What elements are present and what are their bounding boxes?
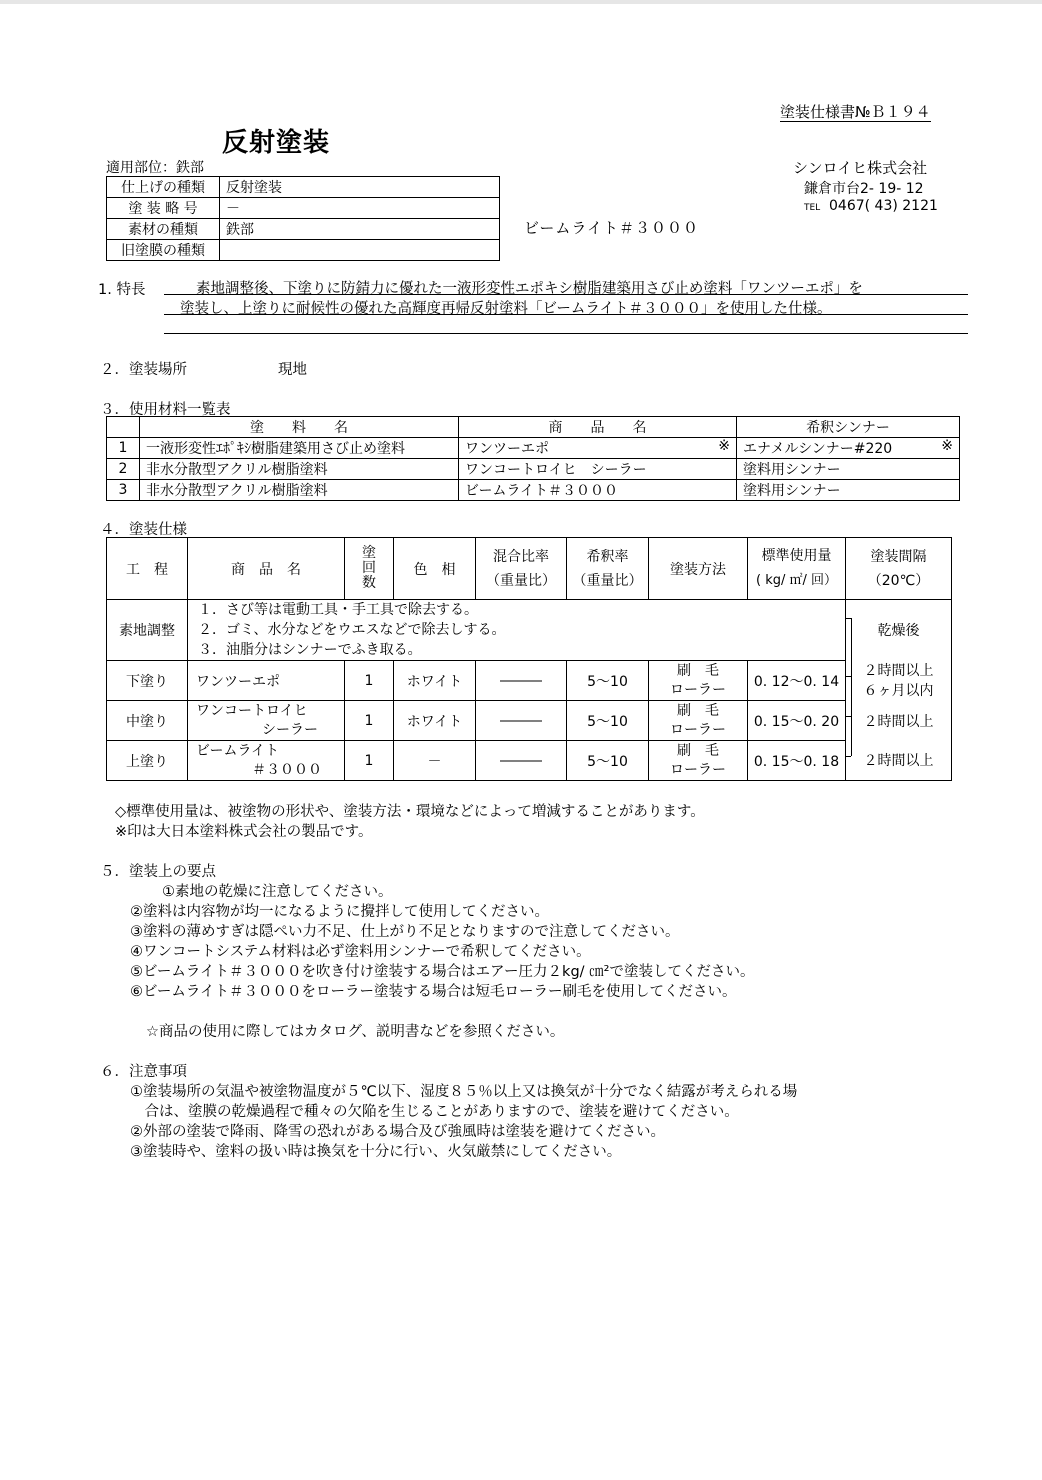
interval-bracket	[845, 618, 852, 756]
materials-header: 希釈シンナー	[737, 417, 960, 438]
info-value	[220, 240, 500, 261]
paint-name: 非水分散型アクリル樹脂塗料	[140, 480, 459, 501]
page-title: 反射塗装	[222, 128, 331, 158]
header-dilution	[567, 538, 649, 600]
product-line2: ＃３０００	[252, 761, 322, 778]
info-value: －	[220, 198, 500, 219]
coats-cell: 1	[345, 661, 394, 701]
section5-star-note: ☆商品の使用に際してはカタログ、説明書などを参照ください。	[146, 1024, 565, 1040]
method-line2: ローラー	[670, 721, 726, 738]
product-cell	[459, 480, 737, 501]
product-line2: シーラー	[262, 721, 318, 738]
header-usage-2: ( kg/ ㎡/ 回）	[755, 573, 837, 588]
product-cell	[459, 459, 737, 480]
method-line2: ローラー	[670, 681, 726, 698]
prep-step: ３．油脂分はシンナーでふき取る。	[198, 642, 422, 658]
table-row	[107, 741, 952, 781]
process-cell: 上塗り	[107, 741, 188, 781]
section3-label: ３．使用材料一覧表	[100, 402, 231, 418]
thinner-cell	[737, 480, 960, 501]
coats-cell: 1	[345, 741, 394, 781]
section2-label: ２．塗装場所	[100, 362, 187, 378]
section1-underline	[164, 294, 968, 295]
materials-table	[106, 416, 960, 501]
section6-item: ③塗装時や、塗料の扱い時は換気を十分に行い、火気厳禁にしてください。	[130, 1144, 622, 1160]
prep-step: １．さび等は電動工具・手工具で除去する。	[198, 602, 478, 618]
product-line1: ワンコートロイヒ	[196, 702, 308, 719]
header-dilution-2: （重量比）	[572, 572, 643, 589]
section5-item: ②塗料は内容物が均一になるように攪拌して使用してください。	[130, 904, 549, 920]
process-cell: 中塗り	[107, 701, 188, 741]
info-label: 素材の種類	[107, 219, 220, 240]
info-value: 反射塗装	[220, 177, 500, 198]
header-interval	[846, 538, 952, 600]
interval-line1: ２時間以上	[863, 662, 934, 679]
company-tel: 0467( 43) 2121	[829, 198, 938, 214]
usage-cell: 0. 15～0. 20	[748, 701, 846, 741]
header-mix-1: 混合比率	[493, 548, 549, 565]
header-coats	[345, 538, 394, 600]
color-cell: －	[394, 741, 476, 781]
header-product: 商 品 名	[188, 538, 345, 600]
info-label: 仕上げの種類	[107, 177, 220, 198]
section6-item: 合は、塗膜の乾燥過程で種々の欠陥を生じることがありますので、塗装を避けてください。	[130, 1104, 739, 1120]
product-name: ビームライト＃３０００	[524, 219, 699, 237]
section5-item: ⑥ビームライト＃３０００をローラー塗装する場合は短毛ローラー刷毛を使用してください。	[130, 984, 737, 1000]
applied-part: 適用部位：鉄部	[106, 160, 204, 176]
section1-line2: 塗装し、上塗りに耐候性の優れた高輝度再帰反射塗料「ビームライト＃３０００」を使用した仕様。	[180, 301, 832, 317]
section1-underline	[164, 314, 968, 315]
paint-name: 非水分散型アクリル樹脂塗料	[140, 459, 459, 480]
section1-underline	[164, 333, 968, 334]
interval-cell: ２時間以上	[846, 701, 952, 741]
dilution-cell: 5～10	[567, 701, 649, 741]
prep-process: 素地調整	[107, 600, 188, 661]
prep-row	[107, 600, 952, 661]
mix-cell: ―――	[476, 741, 567, 781]
company-name: シンロイヒ株式会社	[793, 159, 928, 177]
info-row	[107, 198, 500, 219]
table-row	[107, 701, 952, 741]
materials-header: 商 品 名	[459, 417, 737, 438]
interval-cell: ２時間以上	[846, 741, 952, 781]
header-coats-char: 塗	[362, 545, 376, 561]
header-coats-char: 回	[362, 560, 376, 576]
header-usage	[748, 538, 846, 600]
thinner-cell	[737, 459, 960, 480]
product-name: ワンコートロイヒ シーラー	[465, 462, 647, 478]
dnt-mark: ※	[941, 438, 953, 454]
spec-note: ◇標準使用量は、被塗物の形状や、塗装方法・環境などによって増減することがあります。	[115, 804, 705, 820]
info-label: 旧塗膜の種類	[107, 240, 220, 261]
info-label: 塗 装 略 号	[107, 198, 220, 219]
method-line1: 刷 毛	[677, 702, 719, 719]
prep-interval: 乾燥後	[846, 600, 952, 661]
company-address: 鎌倉市台2- 19- 12	[804, 181, 924, 197]
interval-tick	[845, 676, 851, 677]
dnt-mark: ※	[718, 438, 730, 454]
thinner-name: 塗料用シンナー	[743, 483, 841, 499]
method-cell	[649, 701, 748, 741]
product-cell	[188, 661, 345, 701]
header-interval-2: （20℃）	[867, 572, 930, 589]
spec-note: ※印は大日本塗料株式会社の製品です。	[115, 824, 373, 840]
product-cell	[188, 741, 345, 781]
section2-value: 現地	[278, 362, 307, 378]
section5-label: ５．塗装上の要点	[100, 864, 216, 880]
header-mix-2: （重量比）	[486, 572, 556, 589]
materials-header-row	[107, 417, 960, 438]
method-cell	[649, 661, 748, 701]
header-usage-1: 標準使用量	[761, 548, 832, 564]
thinner-cell	[737, 438, 960, 459]
header-interval-1: 塗装間隔	[870, 548, 927, 565]
header-coats-char: 数	[362, 575, 376, 591]
product-cell	[188, 701, 345, 741]
spec-header-row	[107, 538, 952, 600]
product-cell	[459, 438, 737, 459]
header-dilution-1: 希釈率	[586, 548, 629, 565]
header-color: 色 相	[394, 538, 476, 600]
color-cell: ホワイト	[394, 701, 476, 741]
section5-item: ⑤ビームライト＃３０００を吹き付け塗装する場合はエアー圧力２kg/ ㎝²で塗装してください。	[130, 964, 755, 980]
section1-label: 1. 特長	[98, 282, 146, 298]
usage-cell: 0. 12～0. 14	[748, 661, 846, 701]
dilution-cell: 5～10	[567, 661, 649, 701]
info-row	[107, 240, 500, 261]
usage-cell: 0. 15～0. 18	[748, 741, 846, 781]
product-name: ビームライト＃３０００	[465, 483, 619, 499]
method-line2: ローラー	[670, 761, 726, 778]
info-table	[106, 176, 500, 261]
section4-label: ４．塗装仕様	[100, 522, 187, 538]
dilution-cell: 5～10	[567, 741, 649, 781]
table-row	[107, 438, 960, 459]
header-process: 工 程	[107, 538, 188, 600]
thinner-name: 塗料用シンナー	[743, 462, 841, 478]
info-row	[107, 177, 500, 198]
section5-item: ④ワンコートシステム材料は必ず塗料用シンナーで希釈してください。	[130, 944, 591, 960]
section5-item: ①素地の乾燥に注意してください。	[162, 884, 393, 900]
method-line1: 刷 毛	[677, 742, 719, 759]
product-line1: ワンツーエポ	[196, 673, 280, 690]
row-number: 3	[107, 480, 140, 501]
thinner-name: エナメルシンナー#220	[743, 441, 893, 457]
row-number: 2	[107, 459, 140, 480]
section5-item: ③塗料の薄めすぎは隠ぺい力不足、仕上がり不足となりますので注意してください。	[130, 924, 680, 940]
table-row	[107, 459, 960, 480]
interval-tick	[845, 716, 851, 717]
top-edge	[0, 0, 1042, 4]
spec-table	[106, 537, 952, 781]
process-cell: 下塗り	[107, 661, 188, 701]
paint-name: 一液形変性ｴﾎﾟｷｼ樹脂建築用さび止め塗料	[140, 438, 459, 459]
interval-tick	[845, 756, 851, 757]
color-cell: ホワイト	[394, 661, 476, 701]
spec-number: 塗装仕様書№Ｂ１９４	[780, 103, 931, 121]
info-row	[107, 219, 500, 240]
section6-label: ６．注意事項	[100, 1064, 187, 1080]
mix-cell: ―――	[476, 661, 567, 701]
coats-cell: 1	[345, 701, 394, 741]
row-number: 1	[107, 438, 140, 459]
company-tel-label: TEL	[804, 203, 821, 213]
mix-cell: ―――	[476, 701, 567, 741]
product-name: ワンツーエポ	[465, 441, 549, 457]
method-line1: 刷 毛	[677, 662, 719, 679]
materials-header: 塗 料 名	[140, 417, 459, 438]
interval-line2: ６ヶ月以内	[863, 682, 934, 699]
section6-item: ①塗装場所の気温や被塗物温度が５℃以下、湿度８５％以上又は換気が十分でなく結露が考えられる場	[130, 1084, 798, 1100]
interval-cell	[846, 661, 952, 701]
prep-steps	[188, 600, 846, 661]
header-mix	[476, 538, 567, 600]
table-row	[107, 661, 952, 701]
table-row	[107, 480, 960, 501]
section1-line1: 素地調整後、下塗りに防錆力に優れた一液形変性エポキシ樹脂建築用さび止め塗料「ワンツーエポ」を	[196, 281, 863, 297]
prep-step: ２．ゴミ、水分などをウエスなどで除去しする。	[198, 622, 506, 638]
info-value: 鉄部	[220, 219, 500, 240]
product-line1: ビームライト	[196, 742, 280, 759]
header-method: 塗装方法	[649, 538, 748, 600]
section6-item: ②外部の塗装で降雨、降雪の恐れがある場合及び強風時は塗装を避けてください。	[130, 1124, 665, 1140]
interval-tick	[845, 618, 851, 619]
method-cell	[649, 741, 748, 781]
